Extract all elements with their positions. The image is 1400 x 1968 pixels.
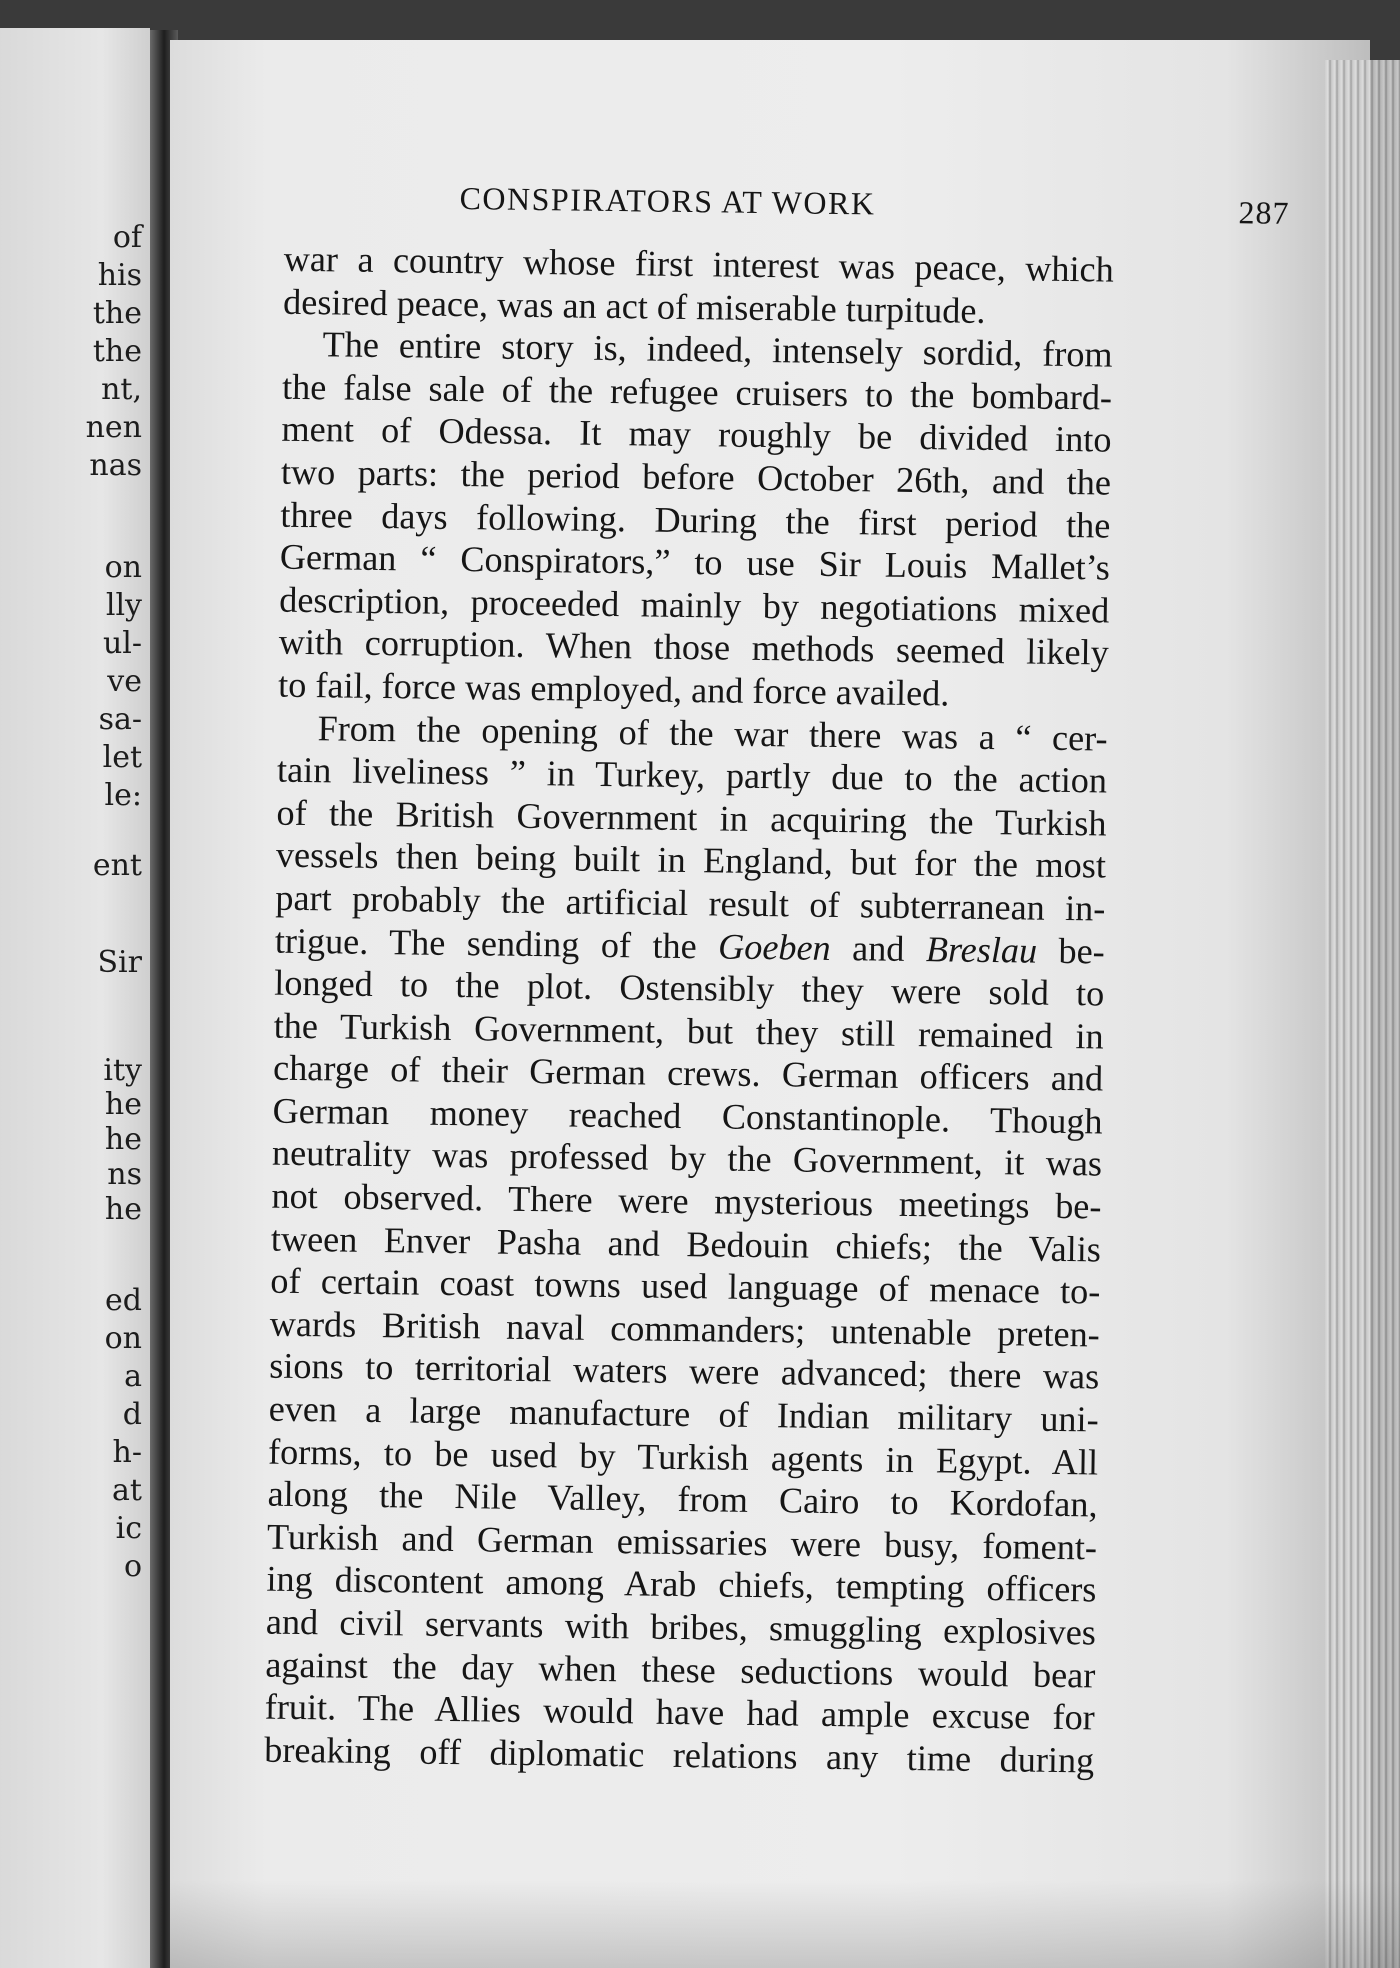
- text-line: the false sale of the refugee cruisers to the bombard-: [281, 366, 1113, 418]
- text-line: breaking off diplomatic relations any time during: [264, 1729, 1095, 1781]
- text-line: forms, to be used by Turkish agents in Egypt. All: [267, 1431, 1099, 1483]
- text-line: neutrality was professed by the Government, it was: [271, 1133, 1103, 1184]
- text-line: sions to territorial waters were advanced; there was: [269, 1346, 1100, 1397]
- fragment: let: [102, 740, 142, 775]
- text-line: even a large manufacture of Indian military uni-: [268, 1388, 1099, 1440]
- fragment: of: [112, 220, 142, 255]
- book-page: [170, 40, 1370, 1968]
- text-line: to fail, force was employed, and force availed.: [277, 664, 950, 714]
- text-line: desired peace, was an act of miserable turpitude.: [282, 281, 986, 331]
- text-line: German money reached Constantinople. Though: [272, 1090, 1103, 1142]
- text-line: ment of Odessa. It may roughly be divided into: [281, 409, 1112, 460]
- running-head: [229, 165, 1300, 239]
- text-segment: be-: [1036, 930, 1106, 972]
- text-line: tween Enver Pasha and Bedouin chiefs; the Valis: [270, 1218, 1102, 1270]
- fragment: sa-: [98, 702, 142, 737]
- text-line: tain liveliness ” in Turkey, partly due to the action: [276, 749, 1108, 801]
- fragment: at: [112, 1473, 142, 1508]
- text-line: two parts: the period before October 26th, and the: [280, 451, 1112, 503]
- ship-name-goeben: Goeben: [717, 925, 831, 968]
- text-line: The entire story is, indeed, intensely sordid, from: [322, 324, 1113, 375]
- page-text-block: [229, 165, 1300, 1781]
- text-line: ing discontent among Arab chiefs, tempting officers: [266, 1559, 1097, 1610]
- text-line: three days following. During the first period the: [280, 494, 1111, 546]
- text-line: wards British naval commanders; untenable preten-: [269, 1303, 1101, 1355]
- fragment: ns: [107, 1157, 142, 1192]
- text-line: From the opening of the war there was a “ cer-: [317, 707, 1108, 759]
- text-line: fruit. The Allies would have had ample excuse for: [264, 1686, 1096, 1738]
- text-line: of the British Government in acquiring the Turkish: [276, 792, 1107, 844]
- previous-page: [0, 28, 150, 1968]
- fragment: he: [104, 1087, 142, 1122]
- fragment: he: [104, 1122, 142, 1157]
- fragment: he: [104, 1192, 142, 1227]
- fragment: a: [124, 1359, 142, 1394]
- text-line: of certain coast towns used language of menace to-: [270, 1260, 1101, 1312]
- fragment: le:: [104, 778, 142, 813]
- fragment: o: [123, 1549, 142, 1584]
- page-bottom-shadow: [170, 1880, 1400, 1968]
- fragment: ity: [103, 1053, 142, 1088]
- fragment: the: [92, 334, 142, 369]
- running-title: CONSPIRATORS AT WORK: [459, 180, 876, 222]
- text-line: part probably the artificial result of subterranean in-: [275, 877, 1106, 929]
- fragment: h-: [112, 1435, 142, 1470]
- text-line: German “ Conspirators,” to use Sir Louis Mallet’s: [279, 536, 1111, 588]
- page-number: 287: [1238, 194, 1290, 231]
- text-line: the Turkish Government, but they still remained in: [273, 1005, 1104, 1057]
- fragment: his: [97, 258, 142, 293]
- fragment: the: [92, 296, 142, 331]
- text-line: description, proceeded mainly by negotiations mixed: [279, 579, 1110, 631]
- fragment: Sir: [97, 945, 142, 980]
- fragment: lly: [105, 588, 142, 623]
- fragment: ic: [115, 1511, 142, 1546]
- fragment: nt,: [101, 372, 142, 407]
- body-text: [264, 238, 1114, 1782]
- text-line: longed to the plot. Ostensibly they were sold to: [274, 962, 1105, 1014]
- fragment: on: [104, 1321, 142, 1356]
- text-segment: and: [830, 927, 927, 969]
- fragment: nas: [89, 448, 142, 483]
- page-edges: [1325, 60, 1400, 1968]
- text-line: along the Nile Valley, from Cairo to Kordofan,: [267, 1473, 1098, 1525]
- text-line: Turkish and German emissaries were busy, foment-: [266, 1516, 1098, 1568]
- fragment: nen: [85, 410, 142, 445]
- text-line: not observed. There were mysterious meetings be-: [271, 1175, 1102, 1227]
- text-line: with corruption. When those methods seemed likely: [278, 622, 1109, 673]
- fragment: ent: [92, 848, 142, 883]
- text-line: and civil servants with bribes, smuggling explosives: [265, 1601, 1097, 1653]
- text-line: against the day when these seductions would bear: [265, 1644, 1096, 1696]
- fragment: d: [122, 1397, 142, 1432]
- text-line: war a country whose first interest was peace, which: [283, 238, 1114, 290]
- fragment: ed: [105, 1283, 142, 1318]
- fragment: ve: [107, 664, 142, 699]
- ship-name-breslau: Breslau: [925, 928, 1038, 971]
- text-line: charge of their German crews. German officers and: [272, 1047, 1104, 1099]
- fragment: ul-: [102, 626, 142, 661]
- text-line: vessels then being built in England, but for the most: [275, 834, 1107, 886]
- text-segment: trigue. The sending of the: [274, 920, 719, 966]
- fragment: on: [104, 550, 142, 585]
